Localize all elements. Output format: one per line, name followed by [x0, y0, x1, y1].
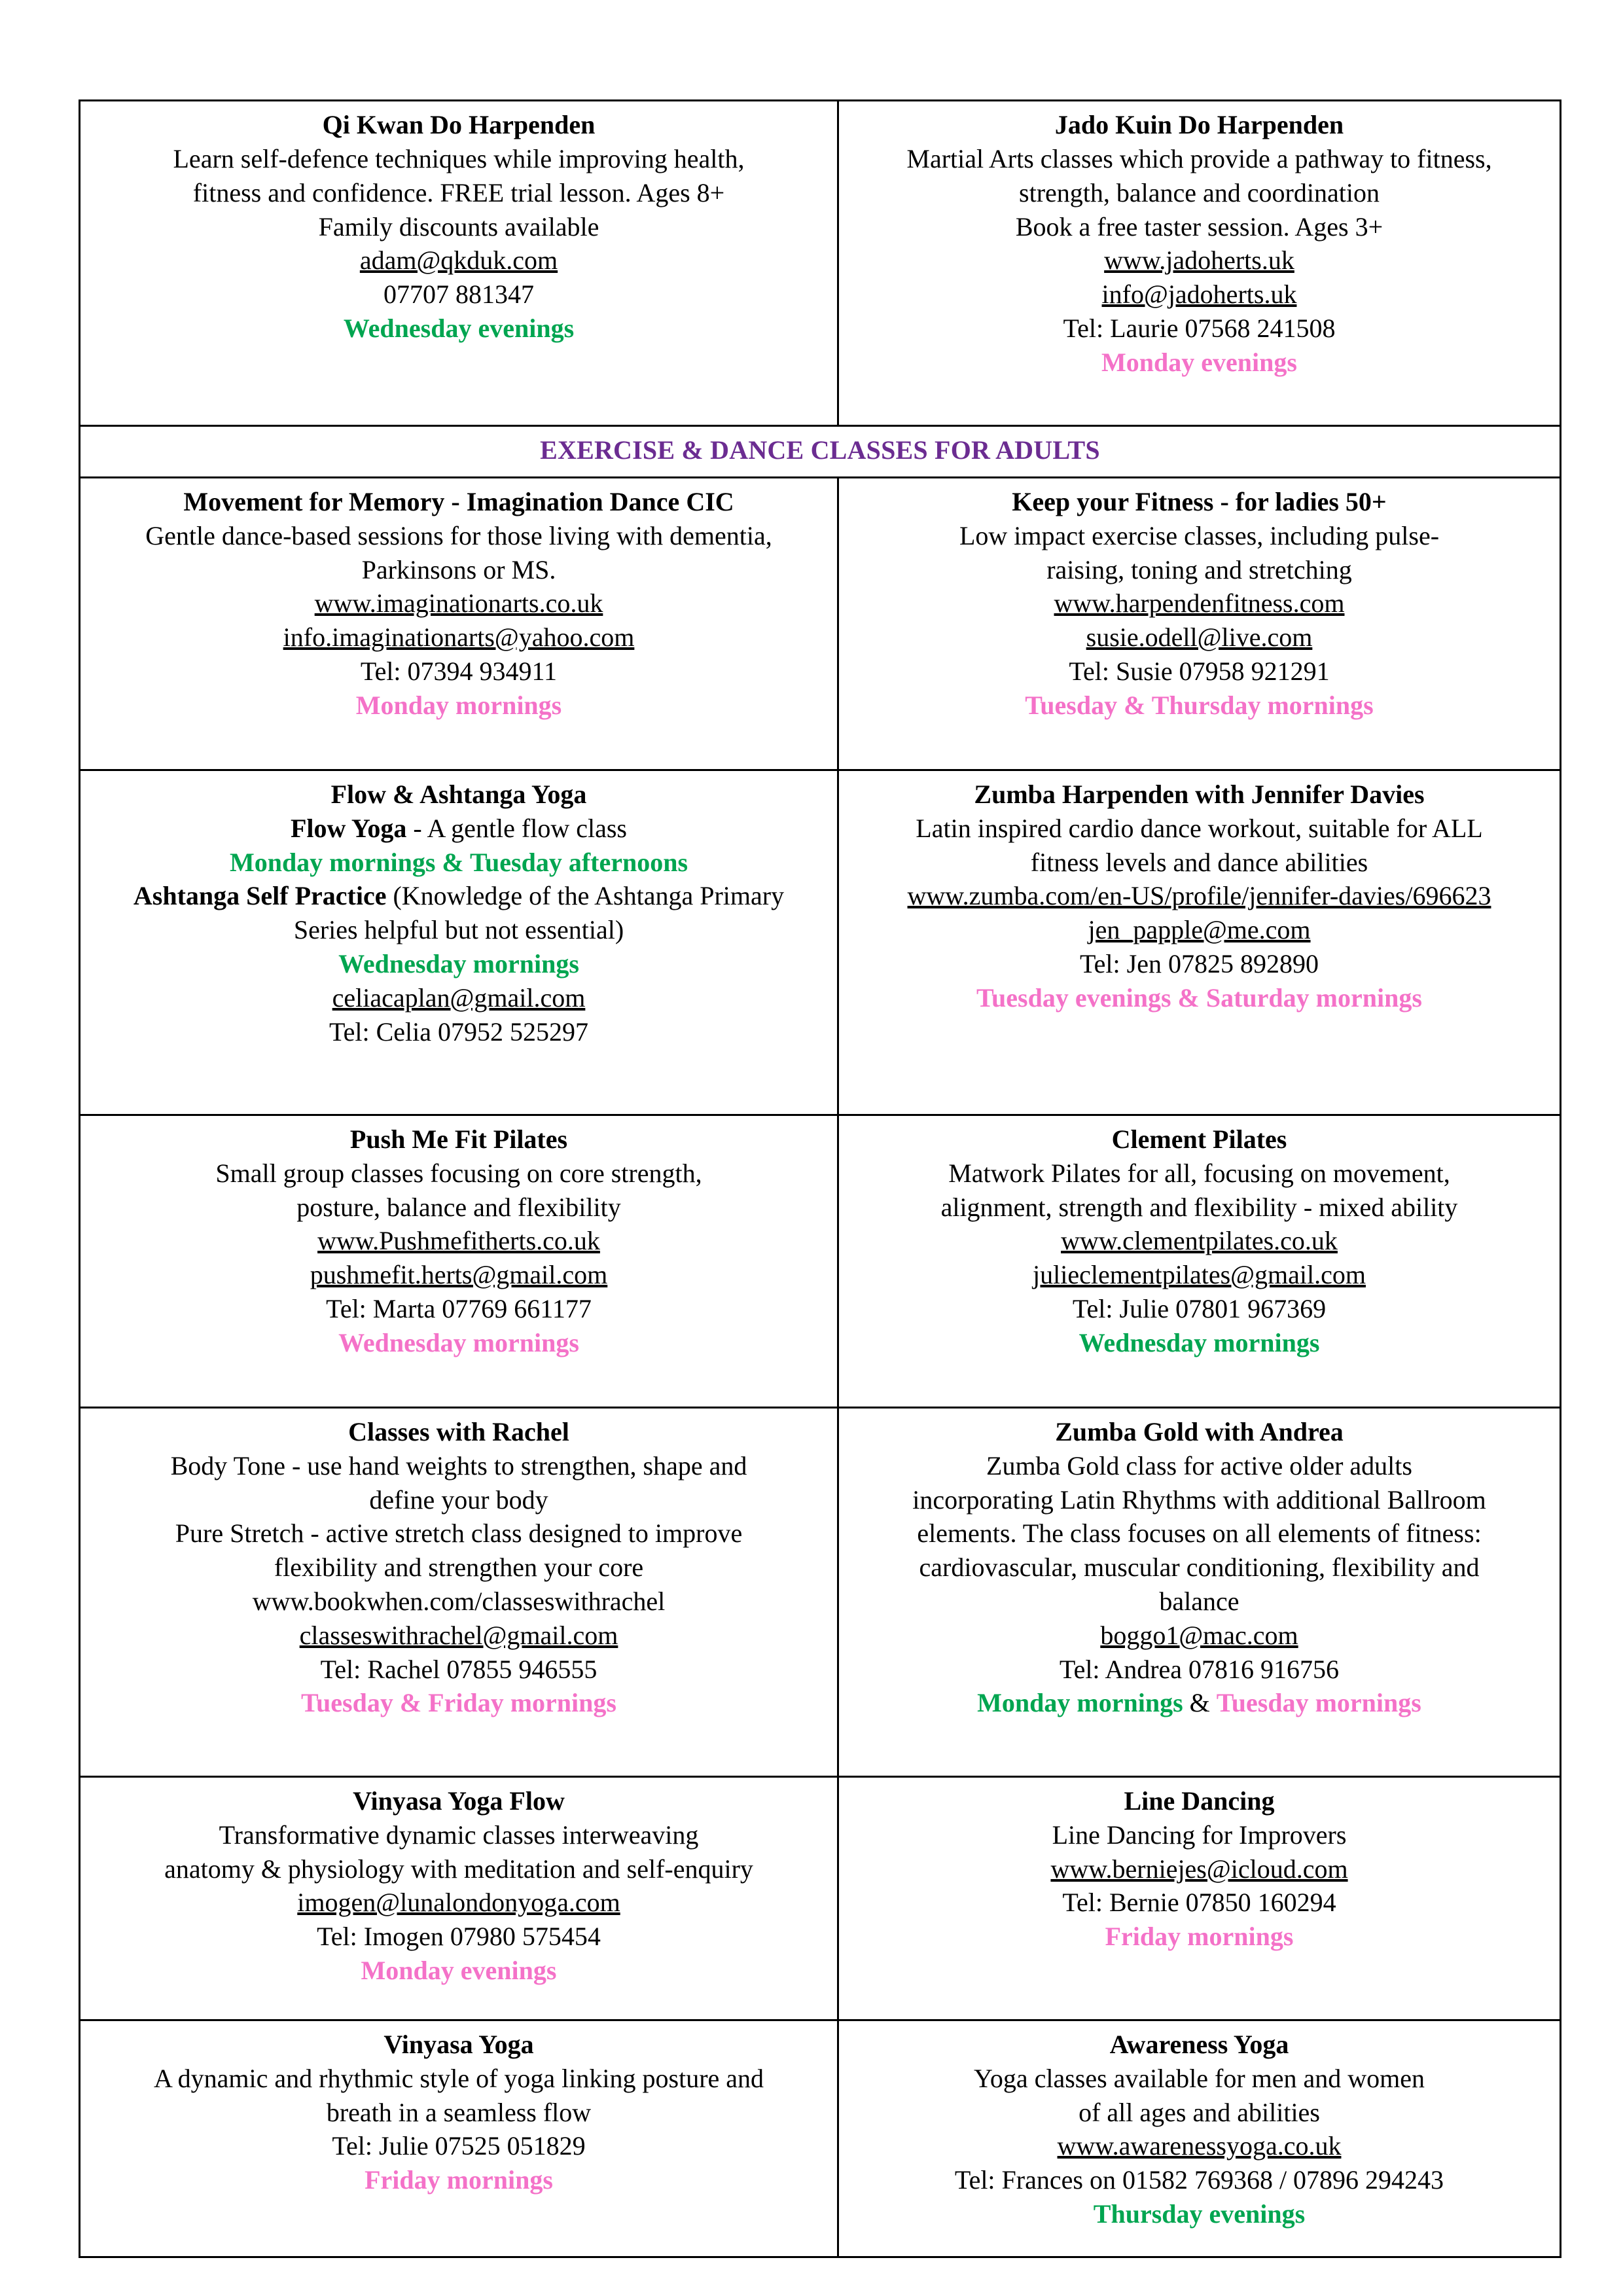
- entry-description-line: Martial Arts classes which provide a pathway to fitness,: [906, 144, 1492, 173]
- listing-cell-jado-kuin-do: [838, 101, 1561, 426]
- entry-telephone: Tel: Celia 07952 525297: [329, 1016, 589, 1047]
- entry-description-line: Parkinsons or MS.: [361, 554, 556, 584]
- entry-title: Jado Kuin Do Harpenden: [1054, 110, 1344, 139]
- entry-telephone: Tel: Julie 07801 967369: [1072, 1293, 1327, 1323]
- entry-email-link[interactable]: celiacaplan@gmail.com: [332, 982, 586, 1013]
- listing-cell-push-me-fit-pilates: [80, 1115, 838, 1407]
- entry-website-link[interactable]: www.zumba.com/en-US/profile/jennifer-davies/696623: [907, 881, 1491, 911]
- entry-description-line: Pure Stretch - active stretch class designed to improve: [175, 1518, 743, 1549]
- entry-title: Vinyasa Yoga Flow: [353, 1785, 565, 1816]
- entry-description-line: fitness levels and dance abilities: [1030, 847, 1368, 877]
- listing-cell-movement-for-memory: [80, 477, 838, 770]
- entry-description-line: strength, balance and coordination: [1019, 177, 1380, 207]
- entry-schedule: Wednesday evenings: [343, 313, 575, 343]
- entry-title: Qi Kwan Do Harpenden: [322, 110, 596, 139]
- listing-cell-flow-ashtanga-yoga: [80, 770, 838, 1115]
- listing-cell-zumba-gold: [838, 1407, 1561, 1776]
- entry-schedule: Tuesday & Thursday mornings: [1025, 690, 1374, 720]
- entry-email-link[interactable]: pushmefit.herts@gmail.com: [310, 1260, 608, 1290]
- schedule-part-pink: Tuesday mornings: [1216, 1688, 1421, 1718]
- entry-description-line: elements. The class focuses on all elements of fitness:: [917, 1518, 1482, 1549]
- entry-title: Keep your Fitness - for ladies 50+: [1012, 486, 1387, 516]
- subclass-description: (Knowledge of the Ashtanga Primary: [386, 881, 785, 911]
- entry-description-line: raising, toning and stretching: [1046, 554, 1352, 584]
- entry-description-line: balance: [1159, 1586, 1240, 1616]
- entry-schedule: Monday mornings & Tuesday afternoons: [229, 847, 688, 877]
- entry-title: Movement for Memory - Imagination Dance CIC: [183, 486, 734, 516]
- listing-cell-clement-pilates: [838, 1115, 1561, 1407]
- entry-description-line: Zumba Gold class for active older adults: [986, 1450, 1412, 1480]
- entry-description-line: breath in a seamless flow: [326, 2097, 592, 2127]
- entry-description-line: Series helpful but not essential): [293, 915, 624, 945]
- entry-telephone: Tel: Imogen 07980 575454: [317, 1922, 601, 1952]
- entry-description-line: Body Tone - use hand weights to strengthen, shape and: [170, 1450, 747, 1480]
- entry-title: Clement Pilates: [1111, 1124, 1287, 1154]
- entry-website-link[interactable]: www.bookwhen.com/classeswithrachel: [252, 1586, 666, 1616]
- entry-email-link[interactable]: classeswithrachel@gmail.com: [299, 1620, 618, 1650]
- entry-schedule: Tuesday & Friday mornings: [301, 1688, 616, 1718]
- table-row: [80, 770, 1561, 1115]
- entry-title: Vinyasa Yoga: [383, 2029, 534, 2059]
- entry-website-link[interactable]: www.clementpilates.co.uk: [1061, 1226, 1338, 1256]
- entry-title: Flow & Ashtanga Yoga: [330, 779, 587, 809]
- entry-telephone: Tel: Andrea 07816 916756: [1059, 1654, 1340, 1684]
- listing-cell-line-dancing: [838, 1776, 1561, 2020]
- entry-email-link[interactable]: info.imaginationarts@yahoo.com: [283, 622, 635, 653]
- entry-email-link[interactable]: boggo1@mac.com: [1100, 1620, 1298, 1650]
- entry-description-line: fitness and confidence. FREE trial lesson. Ages 8+: [192, 177, 725, 207]
- entry-telephone: Tel: Marta 07769 661177: [326, 1293, 592, 1323]
- section-title: EXERCISE & DANCE CLASSES FOR ADULTS: [540, 435, 1100, 465]
- subclass-name: Flow Yoga: [290, 813, 407, 843]
- entry-description-line: incorporating Latin Rhythms with additional Ballroom: [912, 1484, 1486, 1515]
- entry-title: Zumba Gold with Andrea: [1055, 1416, 1344, 1446]
- classes-listing-table: [79, 99, 1561, 2258]
- entry-telephone: Tel: Laurie 07568 241508: [1063, 313, 1336, 343]
- entry-telephone: 07707 881347: [383, 279, 534, 310]
- entry-description-line: flexibility and strengthen your core: [274, 1552, 644, 1583]
- listing-cell-keep-your-fitness: [838, 477, 1561, 770]
- entry-email-link[interactable]: susie.odell@live.com: [1086, 622, 1313, 653]
- table-row: [80, 2020, 1561, 2257]
- entry-telephone: Tel: Jen 07825 892890: [1080, 948, 1319, 978]
- table-row: [80, 1115, 1561, 1407]
- entry-description-line: Low impact exercise classes, including pulse-: [959, 520, 1440, 550]
- entry-subclass-line: [92, 812, 825, 846]
- listing-cell-awareness-yoga: [838, 2020, 1561, 2257]
- listing-cell-vinyasa-yoga: [80, 2020, 838, 2257]
- entry-telephone: Tel: Susie 07958 921291: [1069, 656, 1330, 686]
- entry-description-line: cardiovascular, muscular conditioning, flexibility and: [919, 1552, 1480, 1583]
- entry-telephone: Tel: Bernie 07850 160294: [1062, 1888, 1336, 1918]
- entry-description-line: Small group classes focusing on core strength,: [215, 1158, 702, 1188]
- entry-schedule: Friday mornings: [365, 2165, 553, 2195]
- entry-description-line: Line Dancing for Improvers: [1052, 1820, 1347, 1850]
- entry-schedule: [851, 1686, 1548, 1720]
- entry-telephone: Tel: 07394 934911: [360, 656, 558, 686]
- entry-description-line: Learn self-defence techniques while improving health,: [173, 144, 745, 173]
- subclass-name: Ashtanga Self Practice: [133, 881, 387, 911]
- entry-description-line: define your body: [369, 1484, 548, 1515]
- entry-telephone: Tel: Frances on 01582 769368 / 07896 294243: [954, 2165, 1444, 2195]
- entry-title: Awareness Yoga: [1109, 2029, 1289, 2059]
- entry-subclass-line: [92, 879, 825, 913]
- entry-title: Line Dancing: [1124, 1785, 1275, 1816]
- entry-description-line: Family discounts available: [318, 211, 599, 242]
- entry-description-line: posture, balance and flexibility: [296, 1192, 621, 1222]
- entry-schedule: Friday mornings: [1105, 1922, 1294, 1952]
- listing-cell-zumba-harpenden: [838, 770, 1561, 1115]
- table-row: [80, 1407, 1561, 1776]
- entry-schedule: Wednesday mornings: [1079, 1327, 1320, 1357]
- subclass-description: - A gentle flow class: [406, 813, 627, 843]
- entry-email-link[interactable]: julieclementpilates@gmail.com: [1033, 1260, 1366, 1290]
- entry-description-line: A dynamic and rhythmic style of yoga linking posture and: [153, 2063, 764, 2093]
- entry-title: Classes with Rachel: [348, 1416, 569, 1446]
- section-header-cell: [80, 426, 1561, 478]
- entry-schedule: Monday evenings: [1101, 347, 1297, 377]
- listing-cell-vinyasa-yoga-flow: [80, 1776, 838, 2020]
- entry-description-line: Yoga classes available for men and women: [973, 2063, 1425, 2093]
- entry-description-line: Book a free taster session. Ages 3+: [1015, 211, 1383, 242]
- entry-website-link[interactable]: www.awarenessyoga.co.uk: [1057, 2131, 1342, 2161]
- entry-email-link[interactable]: adam@qkduk.com: [359, 245, 558, 276]
- schedule-separator: &: [1183, 1688, 1217, 1718]
- entry-email-link[interactable]: jen_papple@me.com: [1088, 915, 1311, 945]
- entry-description-line: anatomy & physiology with meditation and self-enquiry: [164, 1854, 753, 1884]
- entry-email-link[interactable]: info@jadoherts.uk: [1101, 279, 1297, 310]
- table-row: [80, 101, 1561, 426]
- entry-schedule: Thursday evenings: [1093, 2198, 1306, 2229]
- entry-schedule: Wednesday mornings: [338, 948, 579, 978]
- entry-schedule: Monday mornings: [355, 690, 562, 720]
- entry-description-line: Latin inspired cardio dance workout, suitable for ALL: [916, 813, 1483, 843]
- entry-email-link[interactable]: imogen@lunalondonyoga.com: [297, 1888, 620, 1918]
- entry-schedule: Wednesday mornings: [338, 1327, 579, 1357]
- entry-schedule: Monday evenings: [361, 1955, 557, 1985]
- entry-title: Push Me Fit Pilates: [349, 1124, 568, 1154]
- table-row: [80, 477, 1561, 770]
- entry-schedule: Tuesday evenings & Saturday mornings: [976, 982, 1422, 1013]
- entry-description-line: alignment, strength and flexibility - mixed ability: [940, 1192, 1458, 1222]
- entry-telephone: Tel: Rachel 07855 946555: [320, 1654, 597, 1684]
- entry-description-line: Matwork Pilates for all, focusing on movement,: [948, 1158, 1450, 1188]
- entry-website-link[interactable]: www.imaginationarts.co.uk: [314, 588, 603, 619]
- listing-cell-qi-kwan-do: [80, 101, 838, 426]
- entry-description-line: Gentle dance-based sessions for those living with dementia,: [145, 520, 772, 550]
- table-row: [80, 1776, 1561, 2020]
- section-header-row: [80, 426, 1561, 478]
- entry-website-link[interactable]: www.jadoherts.uk: [1104, 245, 1294, 276]
- schedule-part-green: Monday mornings: [977, 1688, 1183, 1718]
- entry-website-link[interactable]: www.Pushmefitherts.co.uk: [317, 1226, 600, 1256]
- entry-email-link[interactable]: www.berniejes@icloud.com: [1050, 1854, 1348, 1884]
- entry-telephone: Tel: Julie 07525 051829: [332, 2131, 586, 2161]
- entry-website-link[interactable]: www.harpendenfitness.com: [1054, 588, 1345, 619]
- listing-cell-classes-with-rachel: [80, 1407, 838, 1776]
- entry-title: Zumba Harpenden with Jennifer Davies: [974, 779, 1425, 809]
- entry-description-line: of all ages and abilities: [1079, 2097, 1320, 2127]
- entry-description-line: Transformative dynamic classes interweaving: [219, 1820, 699, 1850]
